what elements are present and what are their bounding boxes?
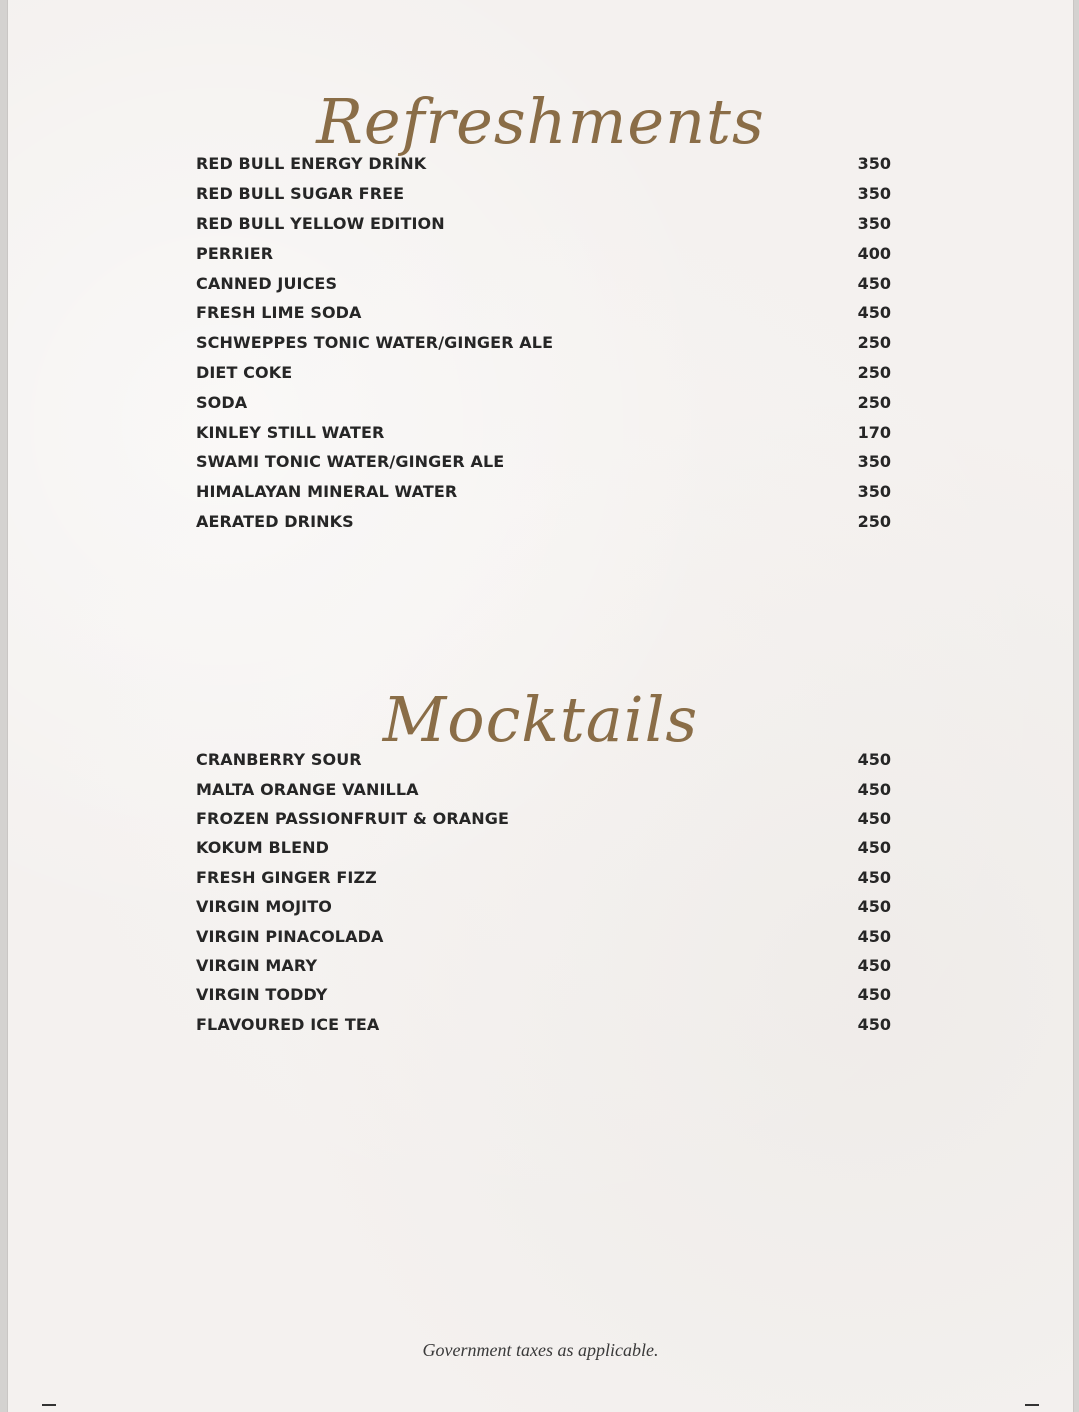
menu-item [196,774,891,803]
item-name: SWAMI TONIC WATER/GINGER ALE [196,452,505,472]
item-price: 350 [857,482,891,502]
item-name: SODA [196,392,248,412]
item-price: 250 [857,392,891,412]
item-name: SCHWEPPES TONIC WATER/GINGER ALE [196,333,554,353]
menu-item [196,447,891,477]
menu-item [196,387,891,417]
menu-item [196,921,891,950]
refreshments-list [196,149,891,536]
item-price: 450 [857,838,891,858]
menu-item [196,179,891,209]
item-name: VIRGIN TODDY [196,985,328,1005]
mocktails-list [196,745,891,1039]
menu-item [196,745,891,774]
item-price: 350 [857,154,891,174]
item-price: 450 [857,750,891,770]
item-name: RED BULL ENERGY DRINK [196,154,427,174]
menu-item [196,268,891,298]
item-name: VIRGIN MOJITO [196,897,332,917]
crop-mark-right [1025,1404,1039,1406]
item-price: 450 [857,808,891,828]
menu-item [196,298,891,328]
menu-item [196,951,891,980]
item-price: 350 [857,184,891,204]
item-price: 450 [857,273,891,293]
item-price: 450 [857,867,891,887]
item-price: 450 [857,1014,891,1034]
item-price: 350 [857,452,891,472]
item-name: FLAVOURED ICE TEA [196,1014,380,1034]
item-name: RED BULL YELLOW EDITION [196,213,445,233]
menu-item [196,1010,891,1039]
item-price: 450 [857,303,891,323]
menu-item [196,328,891,358]
item-name: KOKUM BLEND [196,838,329,858]
item-price: 450 [857,779,891,799]
item-price: 450 [857,955,891,975]
menu-item [196,209,891,239]
crop-mark-left [42,1404,56,1406]
menu-item [196,149,891,179]
menu-page [7,0,1074,1412]
item-name: CRANBERRY SOUR [196,750,362,770]
item-name: CANNED JUICES [196,273,338,293]
menu-item [196,358,891,388]
item-name: FRESH LIME SODA [196,303,362,323]
item-price: 350 [857,213,891,233]
menu-item [196,863,891,892]
menu-item [196,833,891,862]
item-name: DIET COKE [196,362,293,382]
item-name: VIRGIN PINACOLADA [196,926,384,946]
item-name: MALTA ORANGE VANILLA [196,779,419,799]
section-title-mocktails: Mocktails [382,682,699,756]
item-name: AERATED DRINKS [196,511,354,531]
menu-item [196,238,891,268]
item-price: 400 [857,243,891,263]
menu-item [196,804,891,833]
item-name: FROZEN PASSIONFRUIT & ORANGE [196,808,510,828]
item-name: PERRIER [196,243,274,263]
menu-item [196,980,891,1009]
menu-item [196,477,891,507]
menu-item [196,507,891,537]
item-name: KINLEY STILL WATER [196,422,385,442]
item-price: 250 [857,511,891,531]
menu-item [196,417,891,447]
item-price: 170 [857,422,891,442]
item-name: FRESH GINGER FIZZ [196,867,377,887]
tax-note: Government taxes as applicable. [422,1340,659,1360]
menu-item [196,892,891,921]
item-name: VIRGIN MARY [196,955,318,975]
item-name: HIMALAYAN MINERAL WATER [196,482,458,502]
item-price: 250 [857,333,891,353]
section-title-refreshments: Refreshments [316,84,765,158]
item-price: 450 [857,926,891,946]
item-price: 450 [857,985,891,1005]
item-price: 450 [857,897,891,917]
item-name: RED BULL SUGAR FREE [196,184,405,204]
item-price: 250 [857,362,891,382]
